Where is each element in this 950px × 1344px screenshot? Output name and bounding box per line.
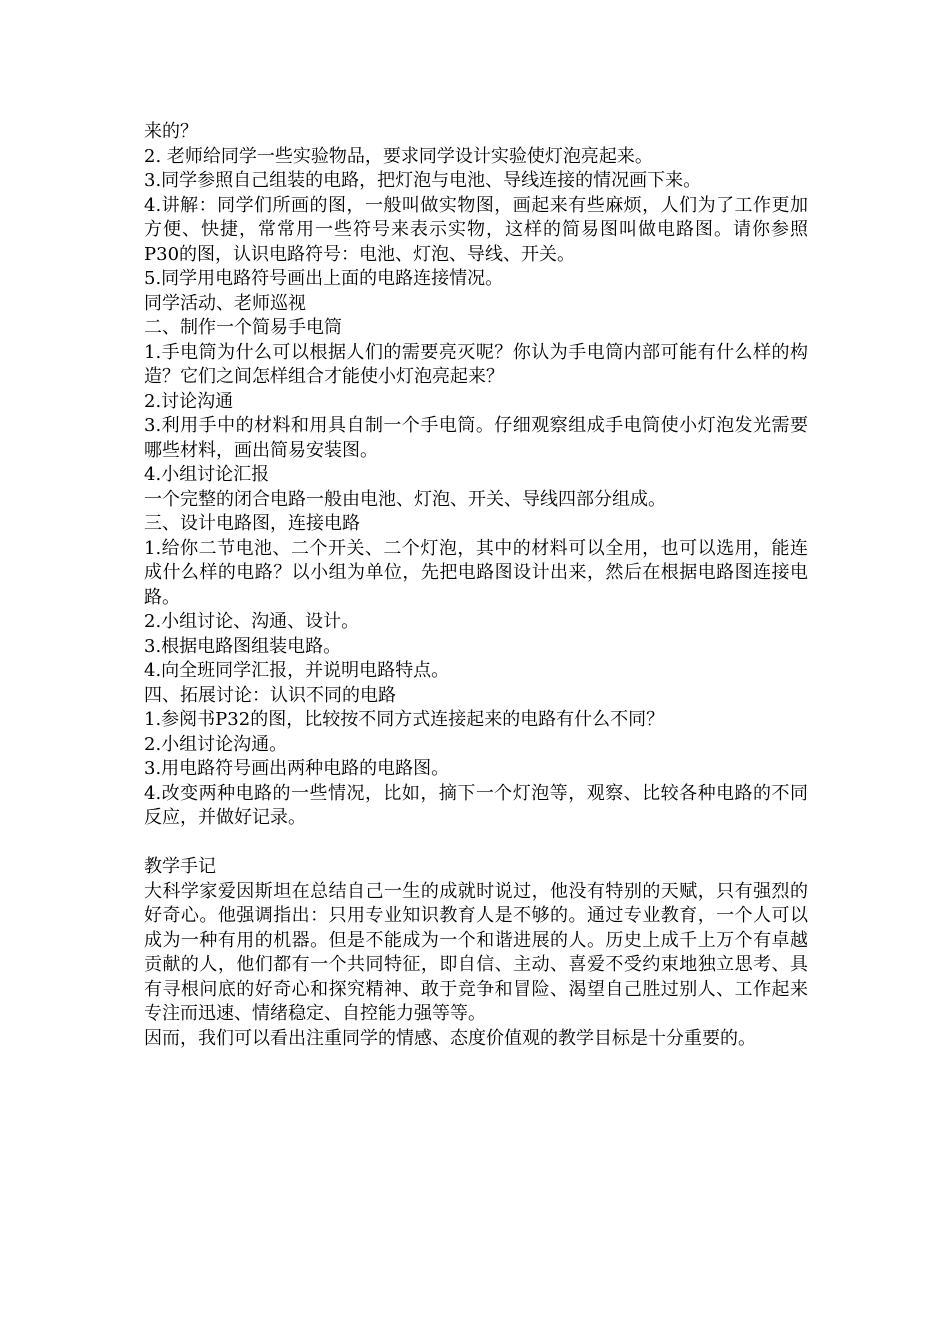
list-item: 3.同学参照自己组装的电路，把灯泡与电池、导线连接的情况画下来。 [144, 170, 702, 191]
text-line: 来的？ [144, 121, 198, 142]
list-item: 3.根据电路图组装电路。 [144, 635, 342, 657]
notes-paragraph: 因而，我们可以看出注重同学的情感、态度价值观的教学目标是十分重要的。 [144, 1027, 756, 1049]
list-item: 1.手电筒为什么可以根据人们的需要亮灭呢？你认为手电筒内部可能有什么样的构造？它们之间怎样组合才能使小灯泡亮起来？ [144, 341, 808, 387]
section-heading: 三、设计电路图，连接电路 [144, 513, 360, 534]
list-item: 4.改变两种电路的一些情况，比如，摘下一个灯泡等，观察、比较各种电路的不同反应，并做好记录。 [144, 782, 808, 828]
list-item: 4.向全班同学汇报，并说明电路特点。 [144, 660, 450, 681]
notes-paragraph: 大科学家爱因斯坦在总结自己一生的成就时说过，他没有特别的天赋，只有强烈的好奇心。他强调指出：只用专业知识教育人是不够的。通过专业教育，一个人可以成为一种有用的机器。但是不能成为一个和谐进展的人。历史上成千上万个有卓越贡献的人，他们都有一个共同特征，即自信、主动、喜爱不受约束地独立思考、具有寻根问底的好奇心和探究精神、敢于竞争和冒险、渴望自己胜过别人、工作起来专注而迅速、情绪稳定、自控能力强等等。 [144, 880, 808, 1024]
list-item: 2.小组讨论沟通。 [144, 733, 288, 755]
notes-heading: 教学手记 [144, 856, 216, 877]
list-item: 5.同学用电路符号画出上面的电路连接情况。 [144, 268, 504, 289]
list-item: 4.小组讨论汇报 [144, 464, 270, 485]
list-item: 1.参阅书P32的图，比较按不同方式连接起来的电路有什么不同？ [144, 709, 665, 730]
section-heading: 二、制作一个简易手电筒 [144, 317, 342, 338]
list-item: 1.给你二节电池、二个开关、二个灯泡，其中的材料可以全用，也可以选用，能连成什么样的电路？以小组为单位，先把电路图设计出来，然后在根据电路图连接电路。 [144, 537, 808, 608]
text-line: 一个完整的闭合电路一般由电池、灯泡、开关、导线四部分组成。 [144, 488, 666, 510]
list-item: 3.用电路符号画出两种电路的电路图。 [144, 758, 450, 779]
list-item: 2.小组讨论、沟通、设计。 [144, 611, 360, 632]
document-page [144, 120, 808, 1051]
list-item: 3.利用手中的材料和用具自制一个手电筒。仔细观察组成手电筒使小灯泡发光需要哪些材料，画出简易安装图。 [144, 415, 808, 461]
list-item: 2.讨论沟通 [144, 390, 234, 412]
blank-line [144, 831, 808, 856]
section-heading: 四、拓展讨论：认识不同的电路 [144, 684, 396, 706]
text-line: 同学活动、老师巡视 [144, 292, 306, 314]
list-item: 4.讲解：同学们所画的图，一般叫做实物图，画起来有些麻烦，人们为了工作更加方便、快捷，常常用一些符号来表示实物，这样的简易图叫做电路图。请你参照P30的图，认识电路符号：电池、灯泡、导线、开关。 [144, 194, 808, 265]
list-item: 2. 老师给同学一些实验物品，要求同学设计实验使灯泡亮起来。 [144, 145, 653, 167]
